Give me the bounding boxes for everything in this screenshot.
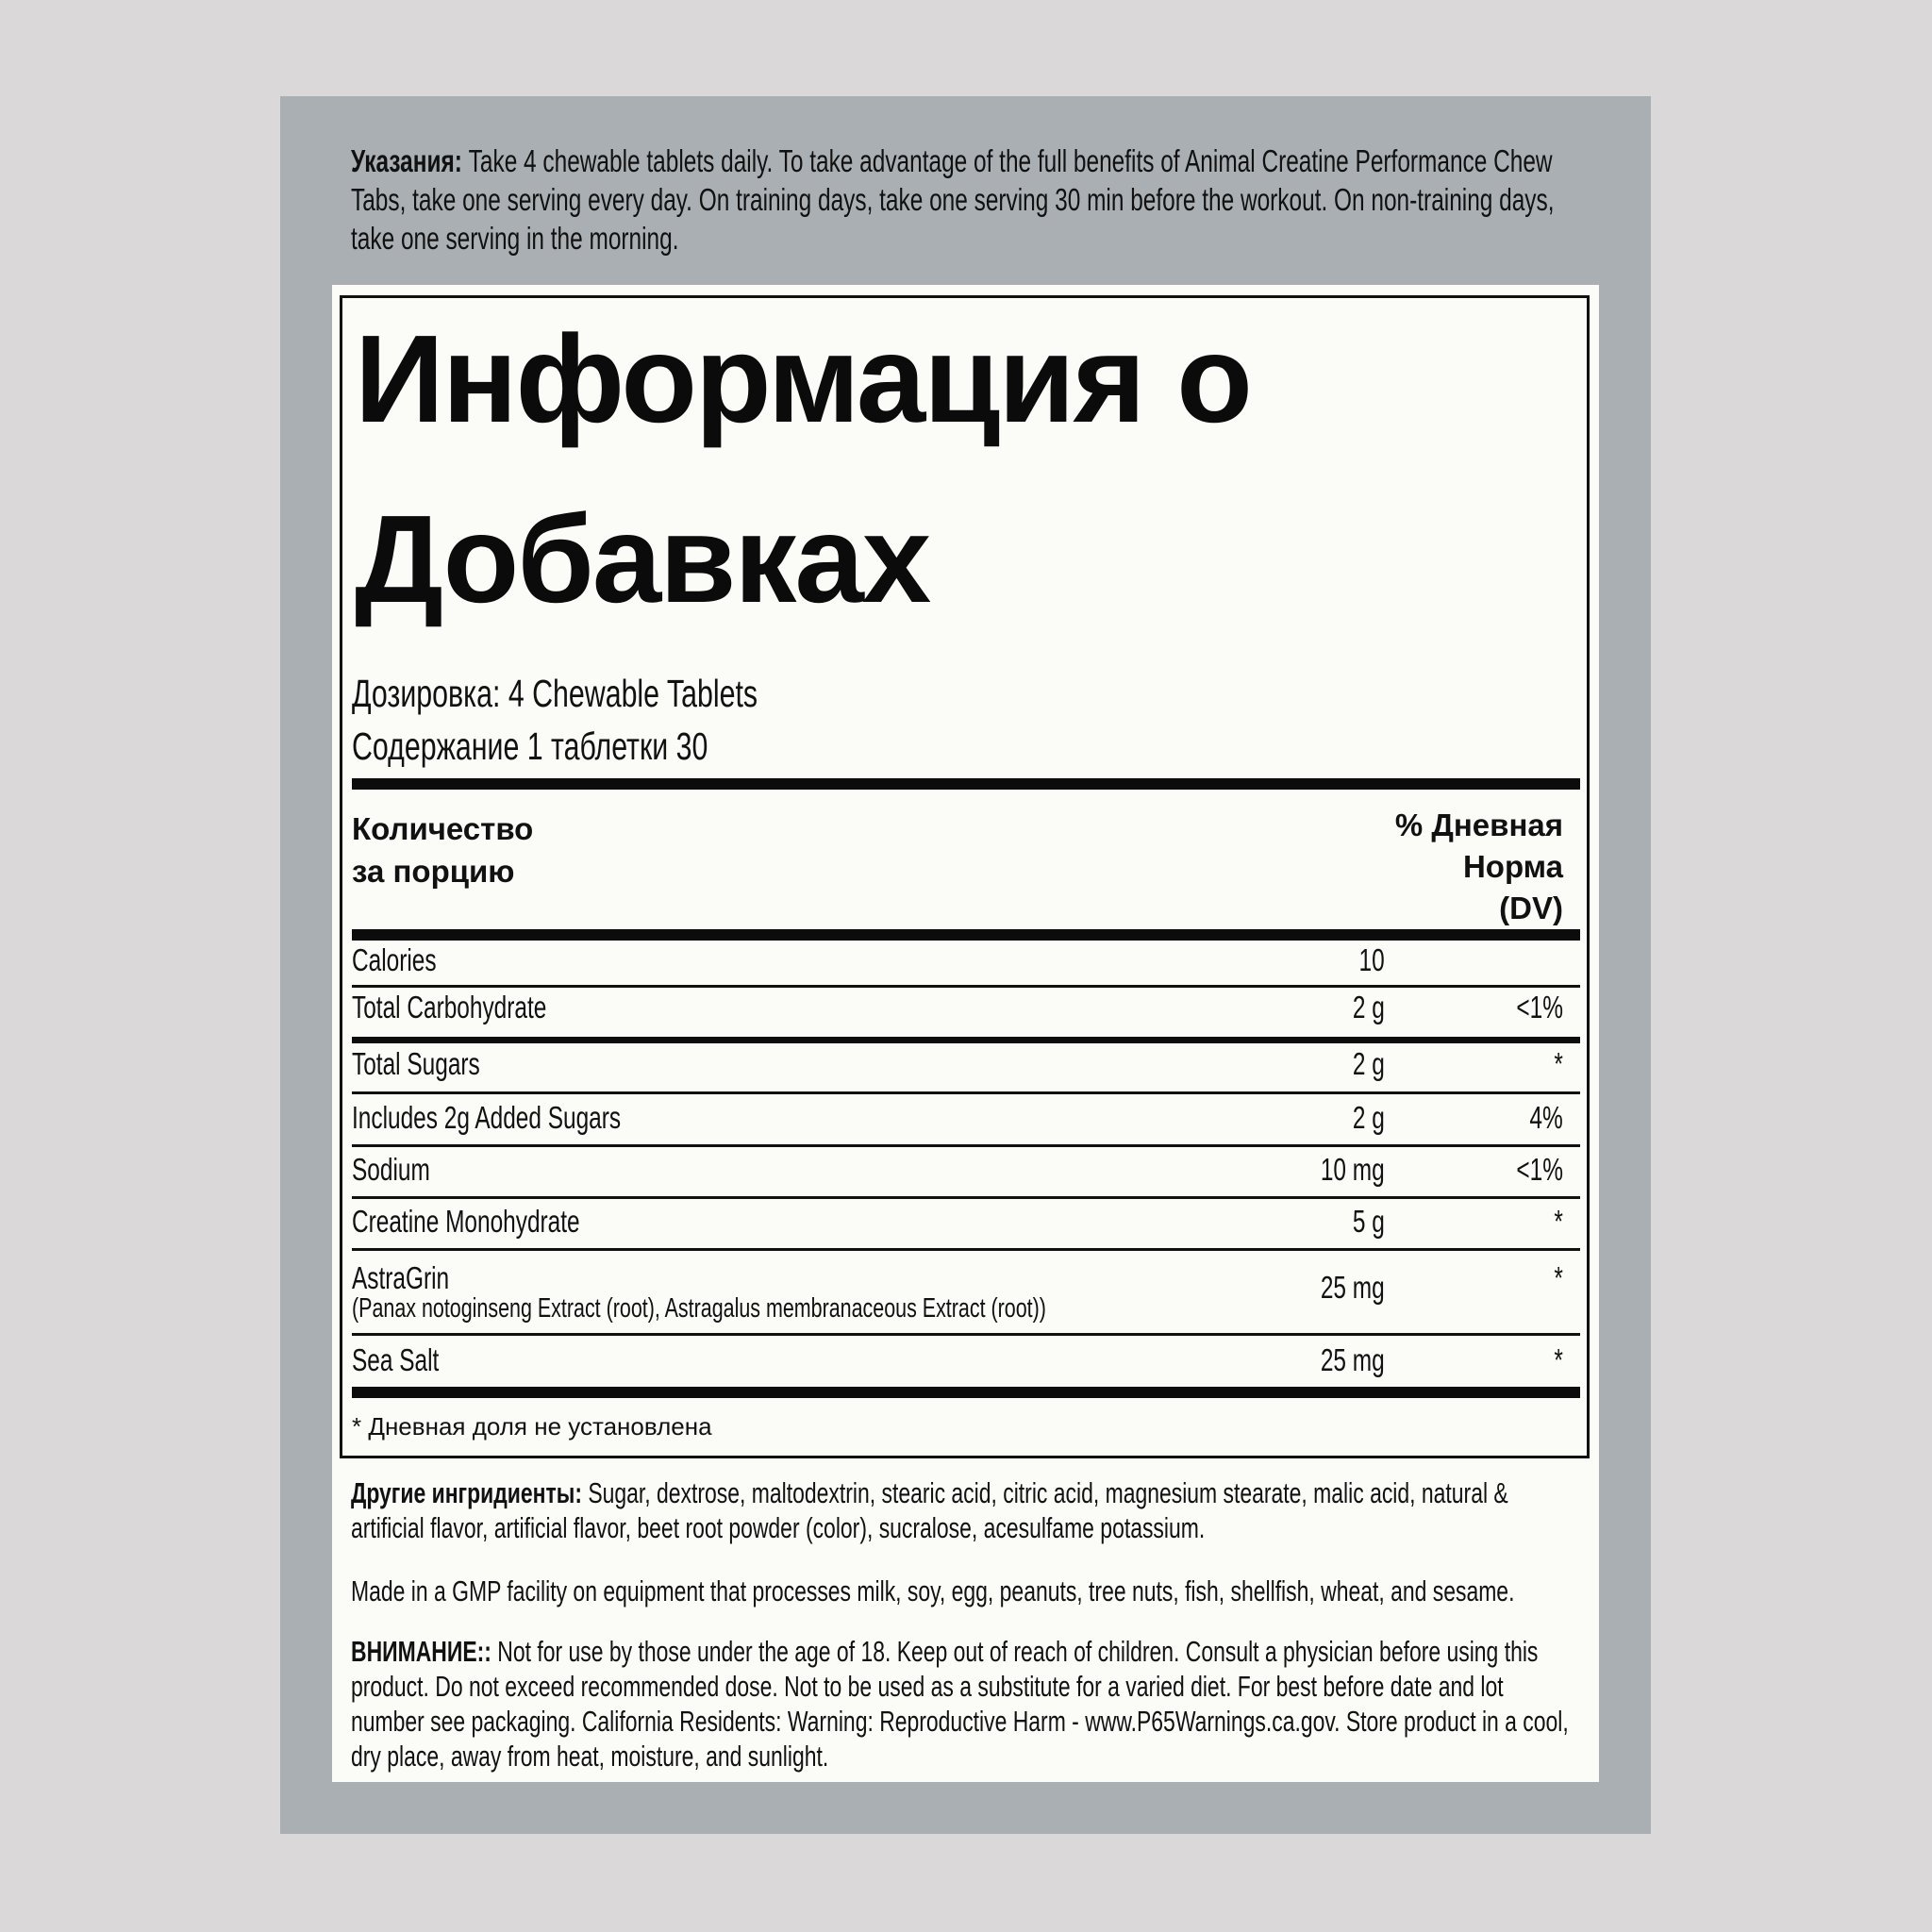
nutrient-row-label: Calories [352,942,437,977]
thick-bar-header [352,929,1580,941]
nutrient-row-label: Creatine Monohydrate [352,1204,580,1239]
nutrient-row-label: Sodium [352,1152,430,1187]
nutrient-row-amount: 2 g [1353,990,1385,1024]
nutrient-row-dv: <1% [1516,990,1563,1024]
nutrient-row-amount: 2 g [1353,1046,1385,1081]
nutrient-row-amount: 10 mg [1321,1152,1385,1187]
row-separator [352,1333,1580,1336]
nutrient-row-amount: 25 mg [1321,1270,1385,1305]
thick-bar-top [352,778,1580,790]
nutrient-row-dv: * [1554,1260,1563,1295]
nutrient-row-amount: 10 [1358,942,1385,977]
dv-footnote: * Дневная доля не установлена [352,1412,712,1441]
nutrient-row-dv: 4% [1529,1100,1563,1135]
nutrient-row-dv: * [1554,1204,1563,1239]
panel-title-line2: Добавках [355,490,930,628]
row-separator-thick [352,1037,1580,1043]
row-separator [352,1248,1580,1251]
nutrient-row-amount: 25 mg [1321,1342,1385,1377]
nutrient-row-label: AstraGrin [352,1260,450,1295]
dv-column-header: % Дневная Норма (DV) [1394,808,1563,925]
serving-size-line: Дозировка: 4 Chewable Tablets [352,672,758,715]
amount-column-header: Количество за порцию [352,811,534,889]
nutrient-row-label: Total Carbohydrate [352,990,547,1024]
panel-title-line1: Информация о [355,309,1251,448]
row-separator [352,985,1580,988]
nutrient-row-label: Includes 2g Added Sugars [352,1100,622,1135]
nutrient-row-label: Total Sugars [352,1046,480,1081]
warning-label: ВНИМАНИЕ:: [351,1635,491,1668]
nutrient-row-sublabel: (Panax notoginseng Extract (root), Astragalus membranaceous Extract (root)) [352,1293,1046,1324]
other-ingredients-text: Sugar, dextrose, maltodextrin, stearic acid, citric acid, magnesium stearate, malic acid, natural & artificial flavor, artificial flavor, beet root powder (color), sucralose, acesulfame potassium. [351,1476,1508,1544]
row-separator [352,1196,1580,1199]
row-separator [352,1091,1580,1094]
other-ingredients-label: Другие ингридиенты: [351,1476,582,1509]
nutrient-row-dv: <1% [1516,1152,1563,1187]
nutrient-row-dv: * [1554,1342,1563,1377]
thick-bar-bottom [352,1387,1580,1398]
nutrient-row-label: Sea Salt [352,1342,440,1377]
servings-per-container-line: Содержание 1 таблетки 30 [352,724,708,768]
directions-paragraph [351,142,1579,258]
other-ingredients-paragraph [351,1475,1579,1545]
allergen-statement: Made in a GMP facility on equipment that processes milk, soy, egg, peanuts, tree nuts, fish, shellfish, wheat, and sesame. [351,1574,1515,1607]
row-separator [352,1144,1580,1147]
nutrient-row-amount: 5 g [1353,1204,1385,1239]
warning-text: Not for use by those under the age of 18. Keep out of reach of children. Consult a physician before using this product. Do not exceed recommended dose. Not to be used as a substitute for a varied diet. For best before date and lot number see packaging. California Residents: Warning: Reproductive Harm - www.P65Warnings.ca.gov. Store product in a cool, dry place, away from heat, moisture, and sunlight. [351,1635,1569,1773]
warning-paragraph [351,1634,1579,1774]
nutrient-row-amount: 2 g [1353,1100,1385,1135]
directions-text: Take 4 chewable tablets daily. To take advantage of the full benefits of Animal Creatine Performance Chew Tabs, take one serving every day. On training days, take one serving 30 min before the workout. On non-training days, take one serving in the morning. [351,143,1555,256]
nutrient-row-dv: * [1554,1046,1563,1081]
directions-label: Указания: [351,143,462,178]
